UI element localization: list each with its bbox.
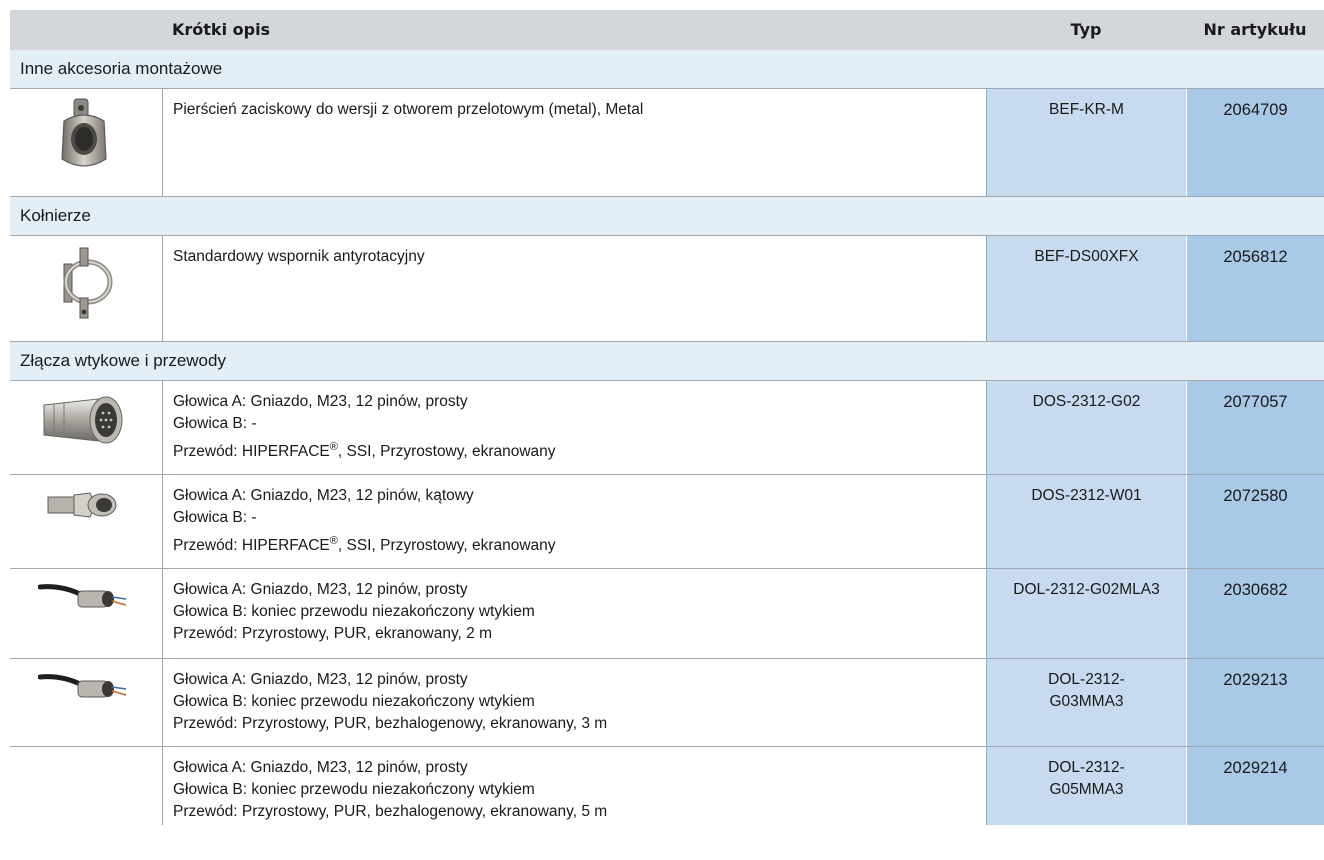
row-article-number: 2029213 xyxy=(1186,659,1324,746)
cable-text: Przewód: HIPERFACE xyxy=(173,537,330,554)
cable-connector-image xyxy=(10,659,162,746)
row-type xyxy=(986,747,1186,825)
description-line: Pierścień zaciskowy do wersji z otworem przelotowym (metal), Metal xyxy=(173,101,644,118)
description-line: Głowica B: koniec przewodu niezakończony wtykiem xyxy=(173,781,535,798)
empty-image-cell xyxy=(10,747,162,825)
row-description xyxy=(162,747,986,825)
row-article-number: 2029214 xyxy=(1186,747,1324,825)
header-type: Typ xyxy=(1070,20,1102,39)
description-line: Standardowy wspornik antyrotacyjny xyxy=(173,248,425,265)
cable-text: , SSI, Przyrostowy, ekranowany xyxy=(337,443,556,460)
clamp-ring-image xyxy=(10,89,162,196)
description-line: Przewód: Przyrostowy, PUR, ekranowany, 2 m xyxy=(173,625,492,642)
row-article-number: 2077057 xyxy=(1186,381,1324,474)
cable-text: , SSI, Przyrostowy, ekranowany xyxy=(337,537,556,554)
description-line: Głowica A: Gniazdo, M23, 12 pinów, prosty xyxy=(173,581,468,598)
row-description xyxy=(162,236,986,341)
group-title-flanges: Kołnierze xyxy=(10,197,1324,236)
description-line: Przewód: Przyrostowy, PUR, bezhalogenowy, ekranowany, 3 m xyxy=(173,715,608,732)
cable-connector-image xyxy=(10,569,162,658)
table-row xyxy=(10,659,1324,747)
table-row xyxy=(10,89,1324,197)
row-type xyxy=(986,659,1186,746)
description-line: Głowica A: Gniazdo, M23, 12 pinów, prosty xyxy=(173,393,468,410)
description-line: Głowica B: - xyxy=(173,415,257,432)
row-description xyxy=(162,659,986,746)
row-description xyxy=(162,89,986,196)
cable-text: Przewód: HIPERFACE xyxy=(173,443,330,460)
row-article-number: 2064709 xyxy=(1186,89,1324,196)
type-line: DOL-2312- xyxy=(1048,671,1125,688)
row-article-number: 2030682 xyxy=(1186,569,1324,658)
row-description xyxy=(162,569,986,658)
table-row xyxy=(10,747,1324,825)
table-row xyxy=(10,475,1324,569)
registered-mark: ® xyxy=(329,440,338,453)
description-line: Głowica B: koniec przewodu niezakończony wtykiem xyxy=(173,603,535,620)
row-description xyxy=(162,381,986,474)
row-type: DOS-2312-G02 xyxy=(986,381,1186,474)
header-image-cell xyxy=(10,10,162,50)
row-type: DOL-2312-G02MLA3 xyxy=(986,569,1186,658)
anti-rotation-bracket-image xyxy=(10,236,162,341)
description-line: Głowica A: Gniazdo, M23, 12 pinów, kątowy xyxy=(173,487,474,504)
description-line: Głowica B: koniec przewodu niezakończony wtykiem xyxy=(173,693,535,710)
row-type: BEF-KR-M xyxy=(986,89,1186,196)
table-row xyxy=(10,381,1324,475)
table-row xyxy=(10,569,1324,659)
type-line: G05MMA3 xyxy=(1049,781,1124,798)
description-line: Głowica A: Gniazdo, M23, 12 pinów, prosty xyxy=(173,759,468,776)
angled-connector-image xyxy=(10,475,162,568)
table-row xyxy=(10,236,1324,342)
row-type: DOS-2312-W01 xyxy=(986,475,1186,568)
cable-description-line xyxy=(173,441,986,463)
row-article-number: 2072580 xyxy=(1186,475,1324,568)
header-description: Krótki opis xyxy=(172,20,271,39)
description-line: Głowica A: Gniazdo, M23, 12 pinów, prosty xyxy=(173,671,468,688)
description-line: Głowica B: - xyxy=(173,509,257,526)
row-article-number: 2056812 xyxy=(1186,236,1324,341)
registered-mark: ® xyxy=(329,534,338,547)
accessories-table xyxy=(10,10,1324,825)
cable-description-line xyxy=(173,535,986,557)
row-type: BEF-DS00XFX xyxy=(986,236,1186,341)
header-article-number: Nr artykułu xyxy=(1203,20,1307,39)
description-line: Przewód: Przyrostowy, PUR, bezhalogenowy, ekranowany, 5 m xyxy=(173,803,608,820)
type-line: DOL-2312- xyxy=(1048,759,1125,776)
straight-connector-image xyxy=(10,381,162,474)
table-header xyxy=(10,10,1324,50)
type-line: G03MMA3 xyxy=(1049,693,1124,710)
group-title-connectors-cables: Złącza wtykowe i przewody xyxy=(10,342,1324,381)
group-title-mounting: Inne akcesoria montażowe xyxy=(10,50,1324,89)
row-description xyxy=(162,475,986,568)
